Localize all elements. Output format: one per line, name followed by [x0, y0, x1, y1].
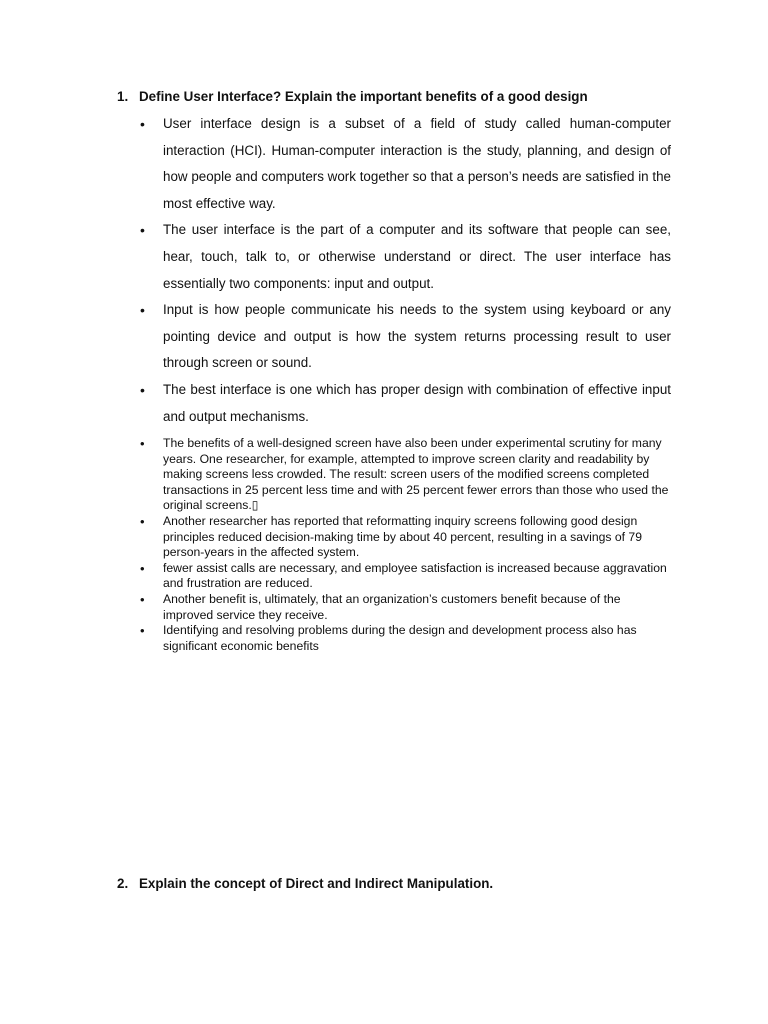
- question-2-heading: [117, 875, 493, 893]
- question-number: 2.: [117, 876, 129, 891]
- bullet-item: • Another researcher has reported that reformatting inquiry screens following good design principles reduced decision-making time by about 40 percent, resulting in a savings of 79 person-years in the affected system.: [140, 514, 671, 561]
- bullet-item: • User interface design is a subset of a field of study called human-computer interaction (HCI). Human-computer interaction is the study, planning, and design of how people and computers work together so that a person’s needs are satisfied in the most effective way.: [140, 111, 671, 217]
- bullet-item: • Input is how people communicate his needs to the system using keyboard or any pointing device and output is how the system returns processing result to user through screen or sound.: [140, 297, 671, 377]
- question-1-heading: [117, 88, 588, 106]
- bullet-item: • Another benefit is, ultimately, that an organization’s customers benefit because of the improved service they receive.: [140, 592, 671, 623]
- answer-1-benefit-bullets: [140, 436, 671, 654]
- bullet-item: • fewer assist calls are necessary, and employee satisfaction is increased because aggravation and frustration are reduced.: [140, 561, 671, 592]
- question-text: Define User Interface? Explain the important benefits of a good design: [139, 89, 588, 104]
- bullet-item: • Identifying and resolving problems during the design and development process also has significant economic benefits: [140, 623, 671, 654]
- question-number: 1.: [117, 89, 129, 104]
- bullet-item: • The benefits of a well-designed screen have also been under experimental scrutiny for many years. One researcher, for example, attempted to improve screen clarity and readability by making screens less crowded. The result: screen users of the modified screens completed transactions in 25 percent less time and with 25 percent fewer errors than those who used the original screens.▯: [140, 436, 671, 514]
- bullet-item: • The user interface is the part of a computer and its software that people can see, hear, touch, talk to, or otherwise understand or direct. The user interface has essentially two components: input and output.: [140, 217, 671, 297]
- answer-1-main-bullets: [140, 111, 671, 430]
- question-text: Explain the concept of Direct and Indirect Manipulation.: [139, 876, 494, 891]
- bullet-item: • The best interface is one which has proper design with combination of effective input and output mechanisms.: [140, 377, 671, 430]
